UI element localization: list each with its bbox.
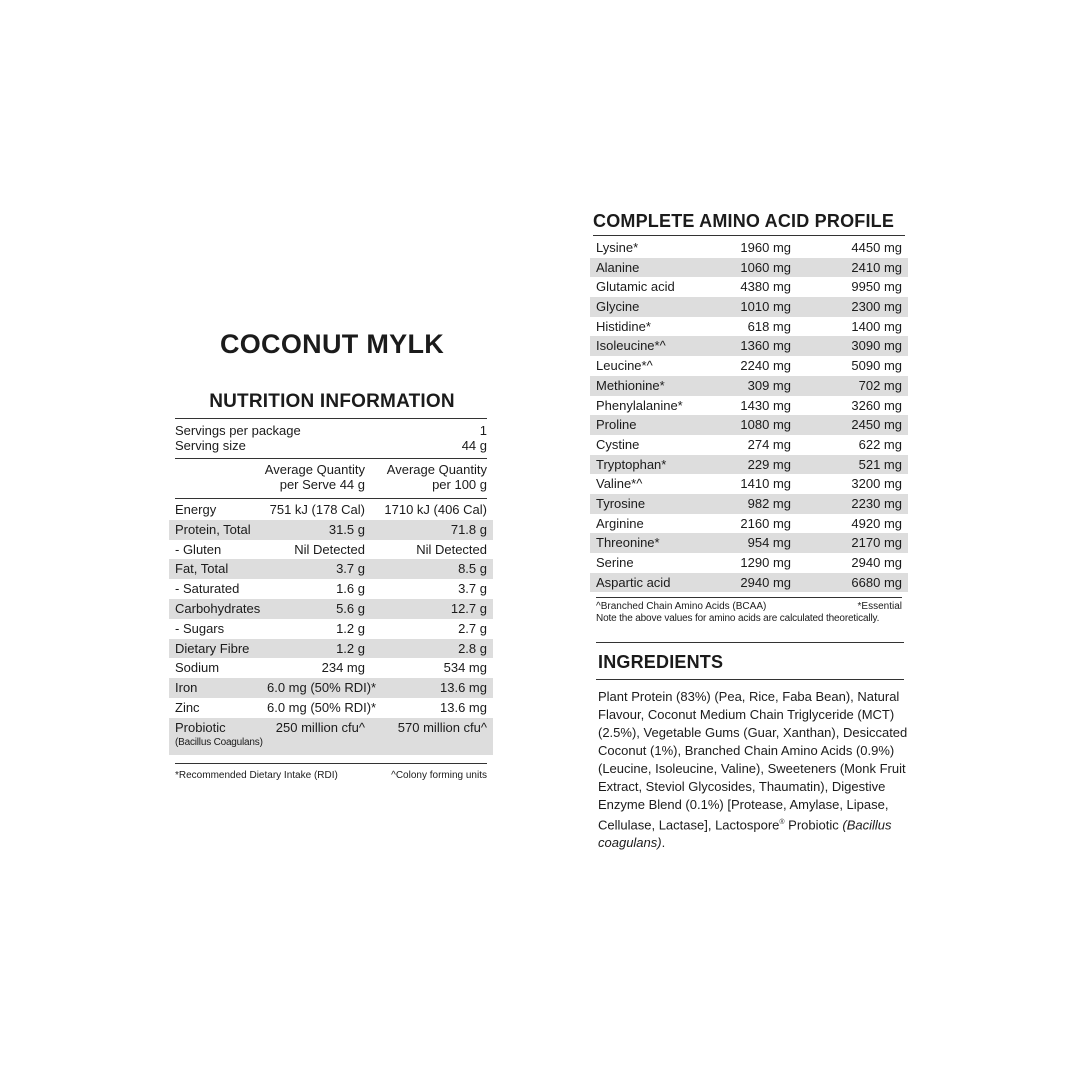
per-serve-value: 751 kJ (178 Cal) (269, 502, 365, 517)
nutrient-name (175, 658, 267, 678)
nutrition-row (169, 718, 493, 755)
amino-per-serve: 2940 mg (740, 574, 791, 590)
amino-name: Valine*^ (596, 476, 643, 492)
per-serve-value: 3.7 g (336, 561, 365, 577)
nutrient-name (175, 619, 267, 639)
amino-row (590, 435, 908, 455)
nutrition-rows-rule (175, 498, 487, 499)
amino-table (590, 235, 908, 624)
registered-mark: ® (779, 819, 785, 826)
nutrient-sublabel: (Bacillus Coagulans) (175, 736, 263, 748)
per-100g-header: Average Quantity per 100 g (386, 462, 487, 492)
amino-per-serve: 1060 mg (740, 259, 791, 275)
amino-per-100g: 6680 mg (851, 574, 902, 590)
per-serve-value: 234 mg (321, 660, 365, 676)
amino-name: Tyrosine (596, 495, 646, 511)
nutrition-footnotes (169, 764, 493, 781)
per-serve-value: Nil Detected (294, 541, 365, 557)
amino-per-100g: 3200 mg (851, 476, 902, 492)
amino-note: Note the above values for amino acids are calculated theoretically. (596, 613, 880, 625)
nutrient-label: Zinc (175, 699, 200, 715)
amino-row (590, 455, 908, 475)
amino-row (590, 553, 908, 573)
amino-name: Arginine (596, 515, 644, 531)
nutrition-title: NUTRITION INFORMATION (209, 391, 455, 412)
ingredients-title: INGREDIENTS (598, 652, 724, 672)
amino-name: Serine (596, 555, 634, 570)
product-title: COCONUT MYLK (219, 329, 445, 359)
amino-name: Proline (596, 417, 637, 433)
amino-per-100g: 2450 mg (851, 417, 902, 433)
amino-per-serve: 4380 mg (740, 279, 791, 295)
serving-size-value: 44 g (461, 438, 487, 453)
amino-row (590, 376, 908, 396)
per-100g-value: 570 million cfu^ (397, 719, 487, 735)
ingredients-main: Plant Protein (83%) (Pea, Rice, Faba Bean), Natural Flavour, Coconut Medium Chain Triglyceride (MCT) (2.5%), Vegetable Gums (Guar, Xanthan), Desiccated Coconut (1%), Branched Chain Amino Acids (0.9%) (Leucine, Isoleucine, Valine), Sweeteners (Monk Fruit Extract, Steviol Glycosides, Thaumatin), Digestive Enzyme Blend (0.1%) [Protease, Amylase, Lipase, Cellulase, Lactase], Lactospore (598, 689, 908, 833)
nutrient-label: Dietary Fibre (175, 640, 250, 656)
amino-per-serve: 982 mg (747, 495, 791, 511)
amino-rows (590, 238, 908, 592)
nutrient-name (175, 639, 267, 659)
ingredients-top-rule (596, 642, 904, 643)
per-100g-value: 71.8 g (450, 521, 487, 537)
amino-name: Aspartic acid (596, 574, 671, 590)
per-100g-value: 2.7 g (458, 620, 487, 636)
amino-name: Alanine (596, 259, 640, 275)
amino-per-100g: 2300 mg (851, 299, 902, 315)
amino-footnotes (590, 601, 908, 624)
amino-name: Histidine* (596, 318, 651, 334)
nutrient-label: Fat, Total (175, 561, 229, 577)
nutrition-row (169, 559, 493, 579)
amino-row (590, 317, 908, 337)
per-serve-value: 1.6 g (336, 581, 365, 597)
per-100g-value: Nil Detected (416, 541, 487, 557)
nutrition-row (169, 520, 493, 540)
servings-label: Servings per package (175, 423, 301, 438)
rdi-footnote: *Recommended Dietary Intake (RDI) (175, 769, 338, 781)
amino-name: Isoleucine*^ (596, 338, 666, 354)
nutrient-name (175, 678, 267, 698)
ingredients-italic: (Bacillus coagulans) (598, 817, 892, 851)
nutrient-label: Iron (175, 680, 198, 696)
nutrition-row (169, 639, 493, 659)
nutrition-row (169, 500, 493, 520)
nutrient-label: - Saturated (175, 581, 240, 597)
amino-bottom-rule (596, 597, 902, 598)
amino-row (590, 356, 908, 376)
amino-row (590, 336, 908, 356)
per-serve-value: 6.0 mg (50% RDI)* (267, 699, 377, 715)
nutrition-row (169, 658, 493, 678)
amino-per-100g: 2940 mg (851, 555, 902, 570)
nutrient-label: Probiotic (175, 719, 226, 735)
amino-per-100g: 3260 mg (851, 397, 902, 413)
nutrient-label: - Gluten (175, 541, 222, 557)
amino-row (590, 494, 908, 514)
per-100g-value: 8.5 g (458, 561, 487, 577)
nutrition-table (169, 418, 493, 781)
amino-per-100g: 521 mg (858, 456, 902, 472)
amino-per-100g: 4920 mg (851, 515, 902, 531)
nutrient-label: Protein, Total (175, 521, 251, 537)
nutrient-name (175, 559, 267, 579)
serving-size-row (169, 438, 493, 453)
nutrient-name (175, 579, 267, 599)
amino-per-100g: 702 mg (858, 377, 902, 393)
amino-per-serve: 1960 mg (740, 240, 791, 255)
amino-per-100g: 622 mg (858, 436, 902, 452)
amino-name: Lysine* (596, 240, 639, 255)
amino-per-serve: 229 mg (747, 456, 791, 472)
nutrient-name (175, 520, 267, 540)
nutrient-label: - Sugars (175, 620, 225, 636)
amino-row (590, 396, 908, 416)
amino-per-serve: 309 mg (747, 377, 791, 393)
per-serve-header: Average Quantity per Serve 44 g (264, 462, 365, 492)
nutrition-row (169, 579, 493, 599)
servings-row (169, 423, 493, 438)
nutrient-name (175, 500, 267, 520)
amino-name: Glycine (596, 299, 640, 315)
per-serve-value: 5.6 g (336, 600, 365, 616)
amino-per-serve: 2160 mg (740, 515, 791, 531)
per-100g-value: 13.6 mg (440, 680, 487, 696)
amino-per-serve: 1410 mg (740, 476, 791, 492)
nutrition-top-rule (175, 418, 487, 419)
per-serve-value: 250 million cfu^ (275, 719, 365, 735)
amino-row (590, 415, 908, 435)
amino-per-100g: 4450 mg (851, 240, 902, 255)
per-100g-value: 3.7 g (458, 581, 487, 597)
amino-row (590, 297, 908, 317)
amino-name: Leucine*^ (596, 358, 653, 374)
nutrient-name (175, 599, 267, 619)
amino-name: Phenylalanine* (596, 397, 683, 413)
amino-per-serve: 1430 mg (740, 397, 791, 413)
servings-value: 1 (479, 423, 487, 438)
nutrient-name (175, 698, 267, 718)
per-serve-value: 1.2 g (336, 640, 365, 656)
amino-per-serve: 954 mg (747, 535, 791, 551)
bcaa-footnote: ^Branched Chain Amino Acids (BCAA) (596, 601, 767, 613)
ingredients-rule (596, 679, 904, 680)
amino-per-serve: 1360 mg (740, 338, 791, 354)
nutrition-row (169, 540, 493, 560)
amino-per-serve: 1010 mg (740, 299, 791, 315)
amino-row (590, 277, 908, 297)
per-serve-value: 1.2 g (336, 620, 365, 636)
amino-name: Glutamic acid (596, 279, 675, 295)
amino-per-serve: 618 mg (747, 318, 791, 334)
amino-row (590, 514, 908, 534)
nutrient-name (175, 719, 267, 755)
amino-row (590, 258, 908, 278)
per-100g-value: 1710 kJ (406 Cal) (384, 502, 487, 517)
per-serve-value: 6.0 mg (50% RDI)* (267, 680, 377, 696)
nutrition-row (169, 599, 493, 619)
ingredients-text (598, 688, 910, 852)
ingredients-end: . (661, 835, 666, 851)
amino-per-100g: 3090 mg (851, 338, 902, 354)
amino-row (590, 238, 908, 258)
serving-size-label: Serving size (175, 438, 246, 453)
amino-name: Methionine* (596, 377, 665, 393)
amino-name: Cystine (596, 436, 640, 452)
amino-title: COMPLETE AMINO ACID PROFILE (593, 211, 895, 231)
nutrient-label: Carbohydrates (175, 600, 261, 616)
amino-top-rule (593, 235, 905, 236)
amino-per-100g: 2230 mg (851, 495, 902, 511)
amino-name: Tryptophan* (596, 456, 667, 472)
amino-row (590, 533, 908, 553)
ingredients-probiotic: Probiotic (784, 817, 843, 833)
nutrient-name (175, 540, 267, 560)
amino-per-100g: 2410 mg (851, 259, 902, 275)
amino-row (590, 573, 908, 593)
nutrient-label: Energy (175, 502, 217, 517)
per-100g-value: 12.7 g (450, 600, 487, 616)
per-100g-value: 13.6 mg (440, 699, 487, 715)
essential-footnote: *Essential (857, 601, 902, 613)
amino-per-serve: 274 mg (747, 436, 791, 452)
amino-per-serve: 1290 mg (740, 555, 791, 570)
amino-per-100g: 5090 mg (851, 358, 902, 374)
amino-row (590, 474, 908, 494)
nutrition-row (169, 619, 493, 639)
amino-per-serve: 2240 mg (740, 358, 791, 374)
per-100g-value: 534 mg (443, 660, 487, 676)
nutrition-row (169, 678, 493, 698)
amino-name: Threonine* (596, 535, 660, 551)
amino-per-100g: 2170 mg (851, 535, 902, 551)
amino-per-100g: 1400 mg (851, 318, 902, 334)
nutrient-label: Sodium (175, 660, 220, 676)
amino-per-100g: 9950 mg (851, 279, 902, 295)
per-serve-value: 31.5 g (328, 521, 365, 537)
nutrition-rows (169, 500, 493, 755)
nutrition-row (169, 698, 493, 718)
nutrition-header-row (169, 459, 493, 498)
cfu-footnote: ^Colony forming units (391, 769, 487, 781)
per-100g-value: 2.8 g (458, 640, 487, 656)
amino-per-serve: 1080 mg (740, 417, 791, 433)
